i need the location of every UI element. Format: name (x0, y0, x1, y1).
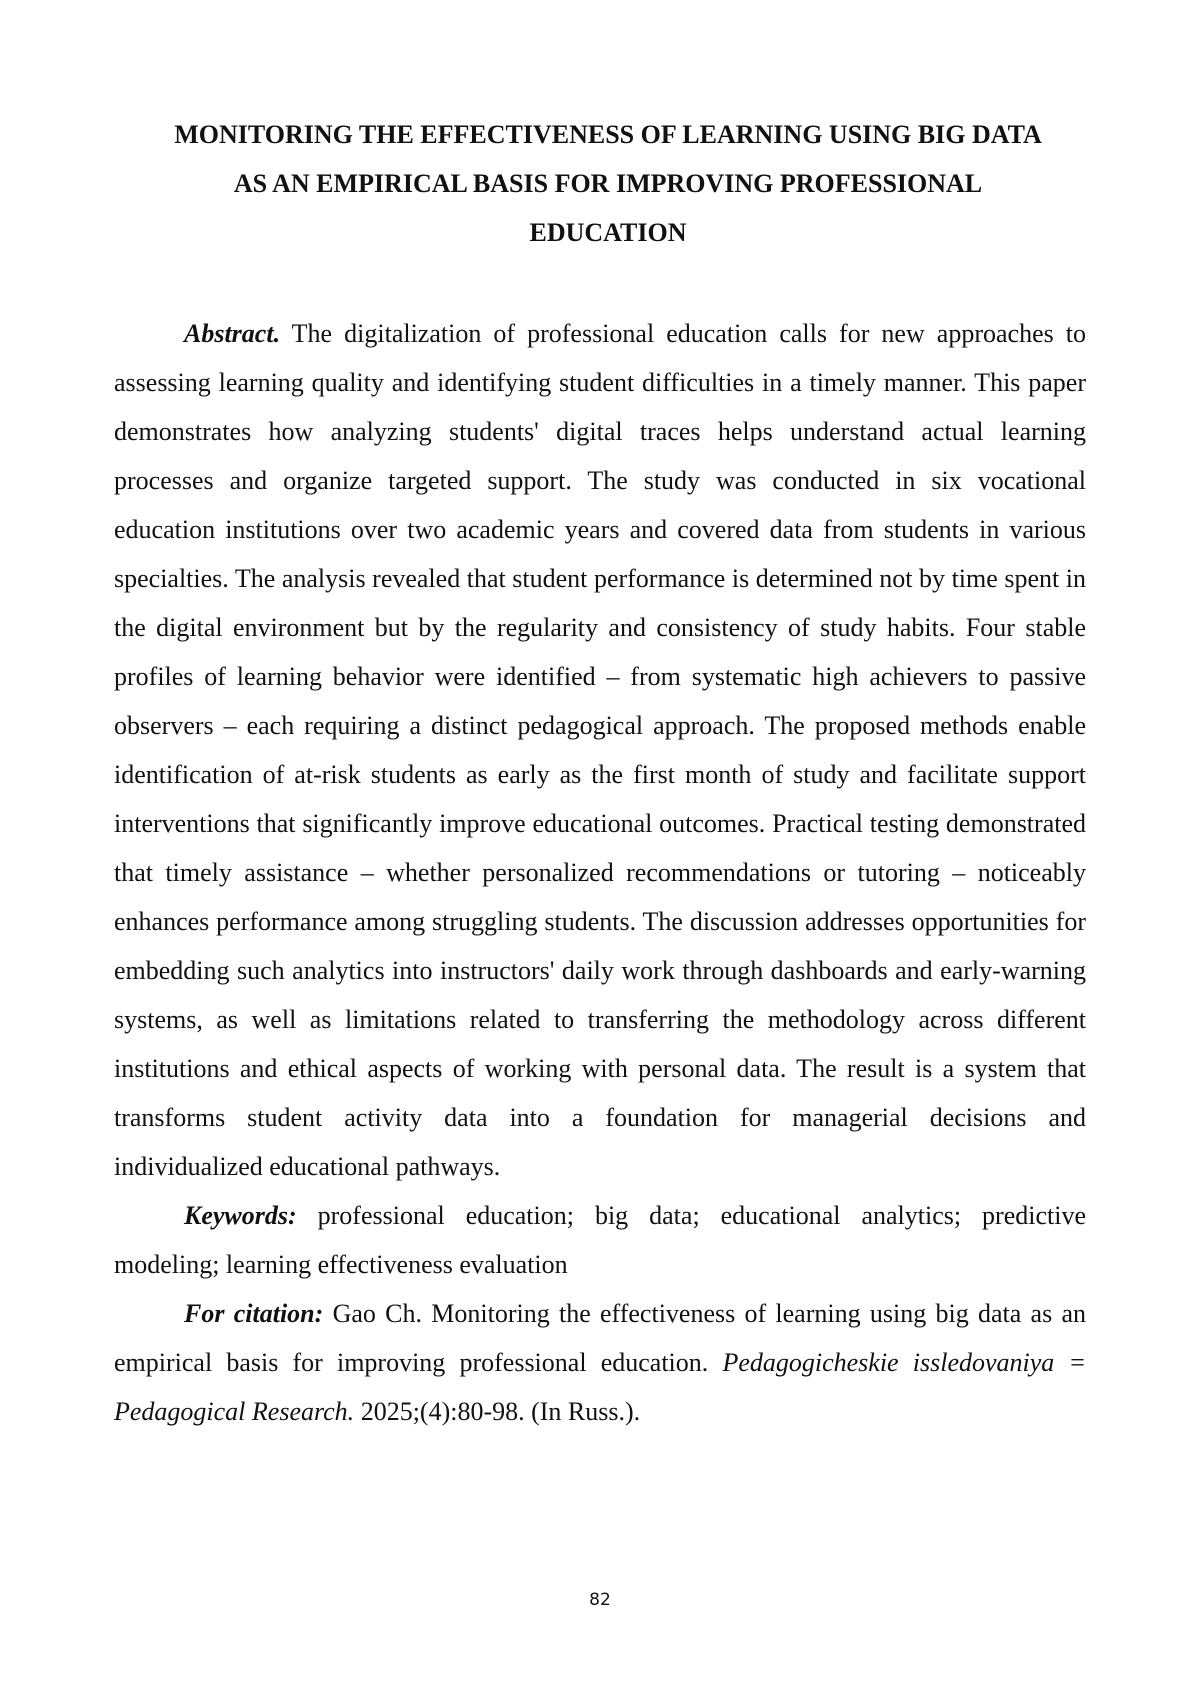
citation-text: Gao Ch. Monitoring the effectiveness of learning using big data as an empirical basis for improving professional education. (114, 1299, 1087, 1377)
abstract-paragraph (114, 309, 1086, 1191)
title-line-1: MONITORING THE EFFECTIVENESS OF LEARNING USING BIG DATA (174, 120, 1042, 149)
abstract-text: The digitalization of professional education calls for new approaches to assessing learning quality and identifying student difficulties in a timely manner. This paper demonstrates how analyzing students' digital traces helps understand actual learning processes and organize targeted support. The study was conducted in six vocational education institutions over two academic years and covered data from students in various specialties. The analysis revealed that student performance is determined not by time spent in the digital environment but by the regularity and consistency of study habits. Four stable profiles of learning behavior were identified – from systematic high achievers to passive observers – each requiring a distinct pedagogical approach. The proposed methods enable identification of at-risk students as early as the first month of study and facilitate support interventions that significantly improve educational outcomes. Practical testing demonstrated that timely assistance – whether personalized recommendations or tutoring – noticeably enhances performance among struggling students. The discussion addresses opportunities for embedding such analytics into instructors' daily work through dashboards and early-warning systems, as well as limitations related to transferring the methodology across different institutions and ethical aspects of working with personal data. The result is a system that transforms student activity data into a foundation for managerial decisions and individualized educational pathways. (114, 319, 1087, 1181)
title-line-3: EDUCATION (529, 218, 687, 247)
citation-journal: Pedagogicheskie issledovaniya = Pedagogical Research. (114, 1348, 1086, 1426)
abstract-label: Abstract. (184, 319, 281, 348)
keywords-label: Keywords: (184, 1201, 297, 1230)
keywords-text: professional education; big data; educational analytics; predictive modeling; learning effectiveness evaluation (114, 1201, 1086, 1279)
title-line-2: AS AN EMPIRICAL BASIS FOR IMPROVING PROFESSIONAL (233, 169, 983, 198)
keywords-paragraph (114, 1191, 1086, 1289)
paper-body (114, 309, 1086, 1436)
page-number: 82 (589, 1590, 611, 1610)
citation-paragraph (114, 1289, 1086, 1436)
paper-title (112, 110, 1104, 257)
citation-label: For citation: (184, 1299, 324, 1328)
citation-details: 2025;(4):80-98. (In Russ.). (360, 1397, 641, 1426)
